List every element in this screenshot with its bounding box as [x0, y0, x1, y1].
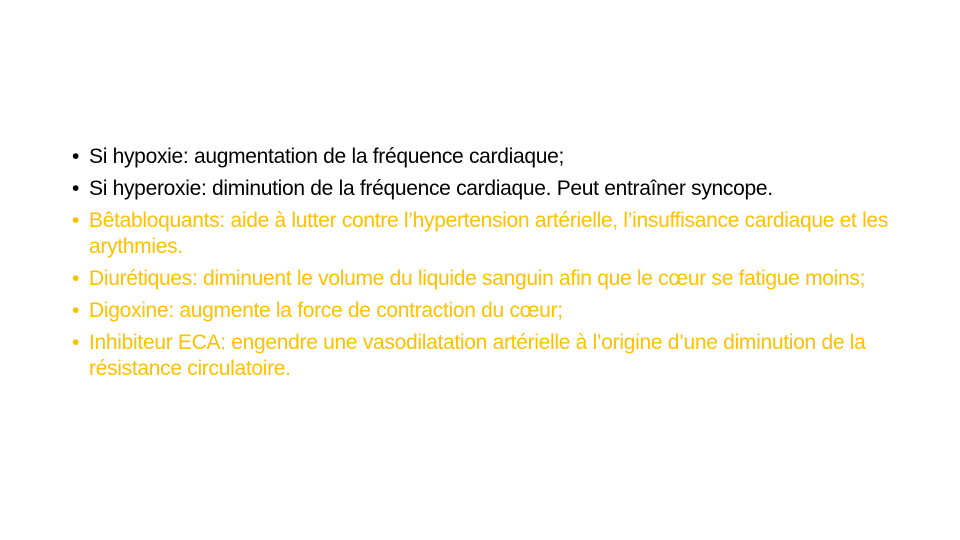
bullet-item-betabloquants [72, 208, 892, 260]
bullet-text: Si hypoxie: augmentation de la fréquence cardiaque; [89, 145, 565, 168]
bullet-text: Bêtabloquants: aide à lutter contre l’hypertension artérielle, l’insuffisance cardiaque et les arythmies. [89, 209, 889, 258]
bullet-dot-icon: • [72, 267, 80, 290]
bullet-dot-icon: • [72, 209, 80, 232]
bullet-item-hyperoxie [72, 176, 892, 202]
bullet-text: Inhibiteur ECA: engendre une vasodilatation artérielle à l’origine d’une diminution de la résistance circulatoire. [89, 331, 866, 380]
bullet-dot-icon: • [72, 299, 80, 322]
bullet-dot-icon: • [72, 145, 80, 168]
bullet-item-hypoxie [72, 144, 892, 170]
bullet-list [72, 144, 892, 388]
bullet-item-digoxine [72, 298, 892, 324]
bullet-text: Si hyperoxie: diminution de la fréquence cardiaque. Peut entraîner syncope. [89, 177, 773, 200]
bullet-item-inhibiteur-eca [72, 330, 892, 382]
bullet-item-diuretiques [72, 266, 892, 292]
bullet-dot-icon: • [72, 331, 80, 354]
bullet-dot-icon: • [72, 177, 80, 200]
bullet-text: Digoxine: augmente la force de contraction du cœur; [89, 299, 563, 322]
bullet-text: Diurétiques: diminuent le volume du liquide sanguin afin que le cœur se fatigue moins; [89, 267, 866, 290]
